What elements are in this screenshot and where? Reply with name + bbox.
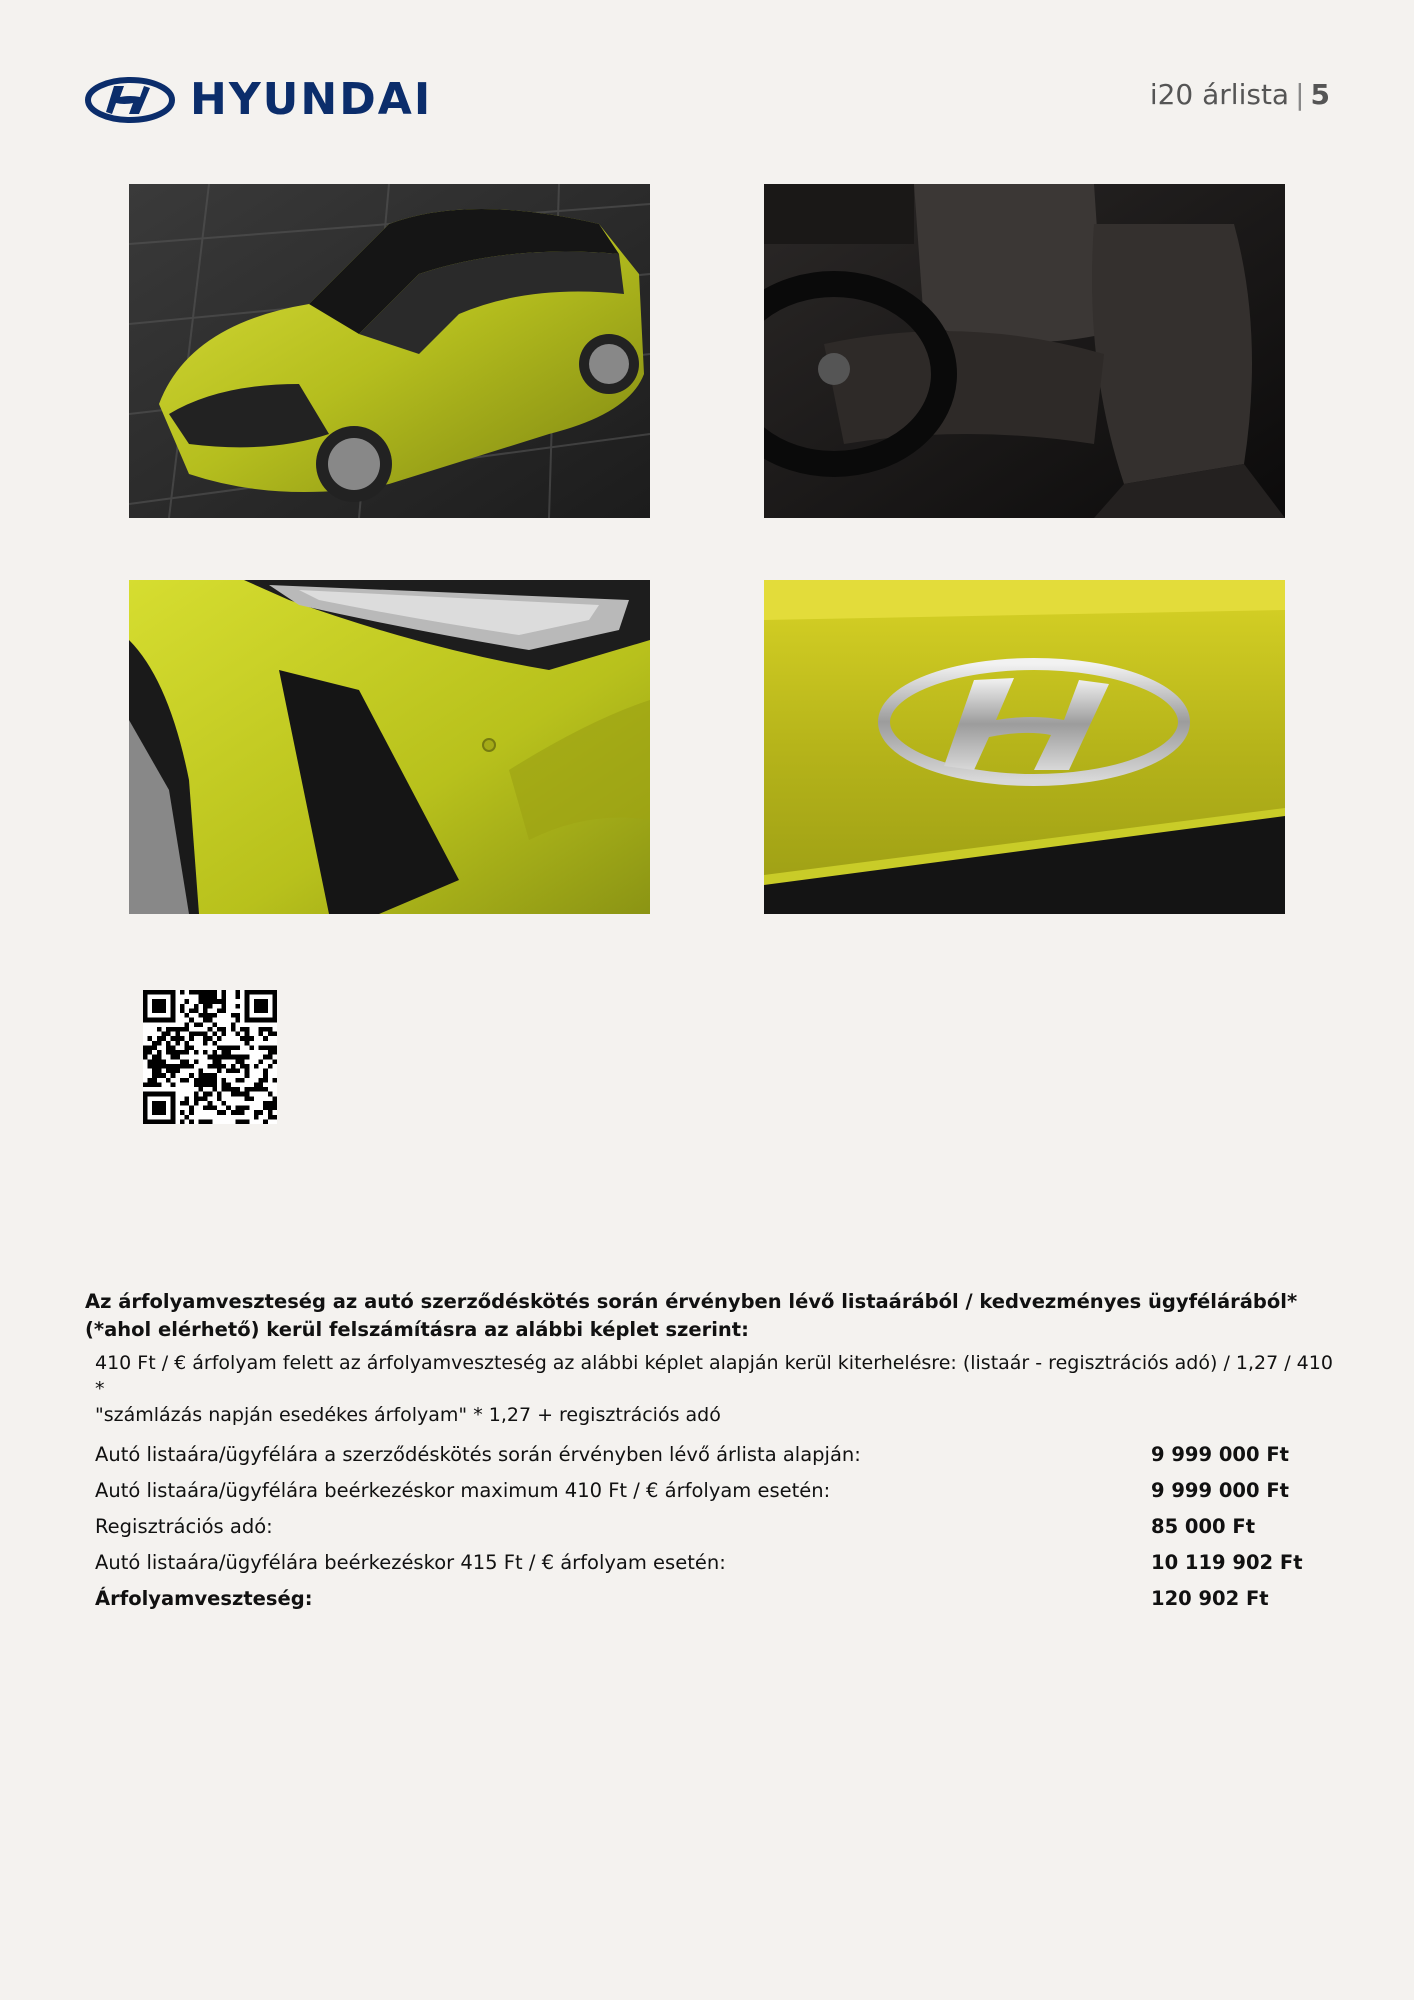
formula-text [95,1350,1335,1428]
exchange-rate-info [85,1288,1335,1616]
row-label: Autó listaára/ügyfélára a szerződéskötés során érvényben lévő árlista alapján: [95,1442,861,1466]
formula-line-1: 410 Ft / € árfolyam felett az árfolyamveszteség az alábbi képlet alapján kerül kiterhelésre: (listaár - regisztrációs adó) / 1,27 / 410 * [95,1352,1333,1400]
car-interior-seats-image [764,184,1285,518]
price-row-415 [95,1544,1335,1580]
page-number: 5 [1310,78,1330,111]
price-table [95,1436,1335,1616]
price-row-registration-tax [95,1508,1335,1544]
info-heading: Az árfolyamveszteség az autó szerződéskötés során érvényben lévő listaárából / kedvezményes ügyfélárából* (*ahol elérhető) kerül felszámításra az alábbi képlet szerint: [85,1290,1298,1341]
headlight-detail-image [129,580,650,914]
title-separator: | [1295,78,1305,111]
price-row-max-410 [95,1472,1335,1508]
price-row-list-price [95,1436,1335,1472]
hyundai-logo [84,74,432,126]
row-value: 10 119 902 Ft [1151,1550,1303,1574]
row-value: 120 902 Ft [1151,1586,1269,1610]
page-label [1150,78,1330,111]
row-value: 9 999 000 Ft [1151,1478,1289,1502]
formula-line-2: "számlázás napján esedékes árfolyam" * 1,27 + regisztrációs adó [95,1404,721,1426]
row-label: Autó listaára/ügyfélára beérkezéskor maximum 410 Ft / € árfolyam esetén: [95,1478,831,1502]
hyundai-badge-image [764,580,1285,914]
car-exterior-image [129,184,650,518]
document-title: i20 árlista [1149,78,1290,111]
hyundai-emblem-icon [84,76,176,124]
row-label: Regisztrációs adó: [95,1514,273,1538]
row-value: 9 999 000 Ft [1151,1442,1289,1466]
qr-code[interactable] [143,990,277,1124]
price-row-exchange-loss [95,1580,1335,1616]
row-label: Árfolyamveszteség: [95,1586,313,1610]
page-header [84,70,1334,130]
row-value: 85 000 Ft [1151,1514,1256,1538]
row-label: Autó listaára/ügyfélára beérkezéskor 415 Ft / € árfolyam esetén: [95,1550,726,1574]
brand-wordmark: HYUNDAI [190,74,433,125]
